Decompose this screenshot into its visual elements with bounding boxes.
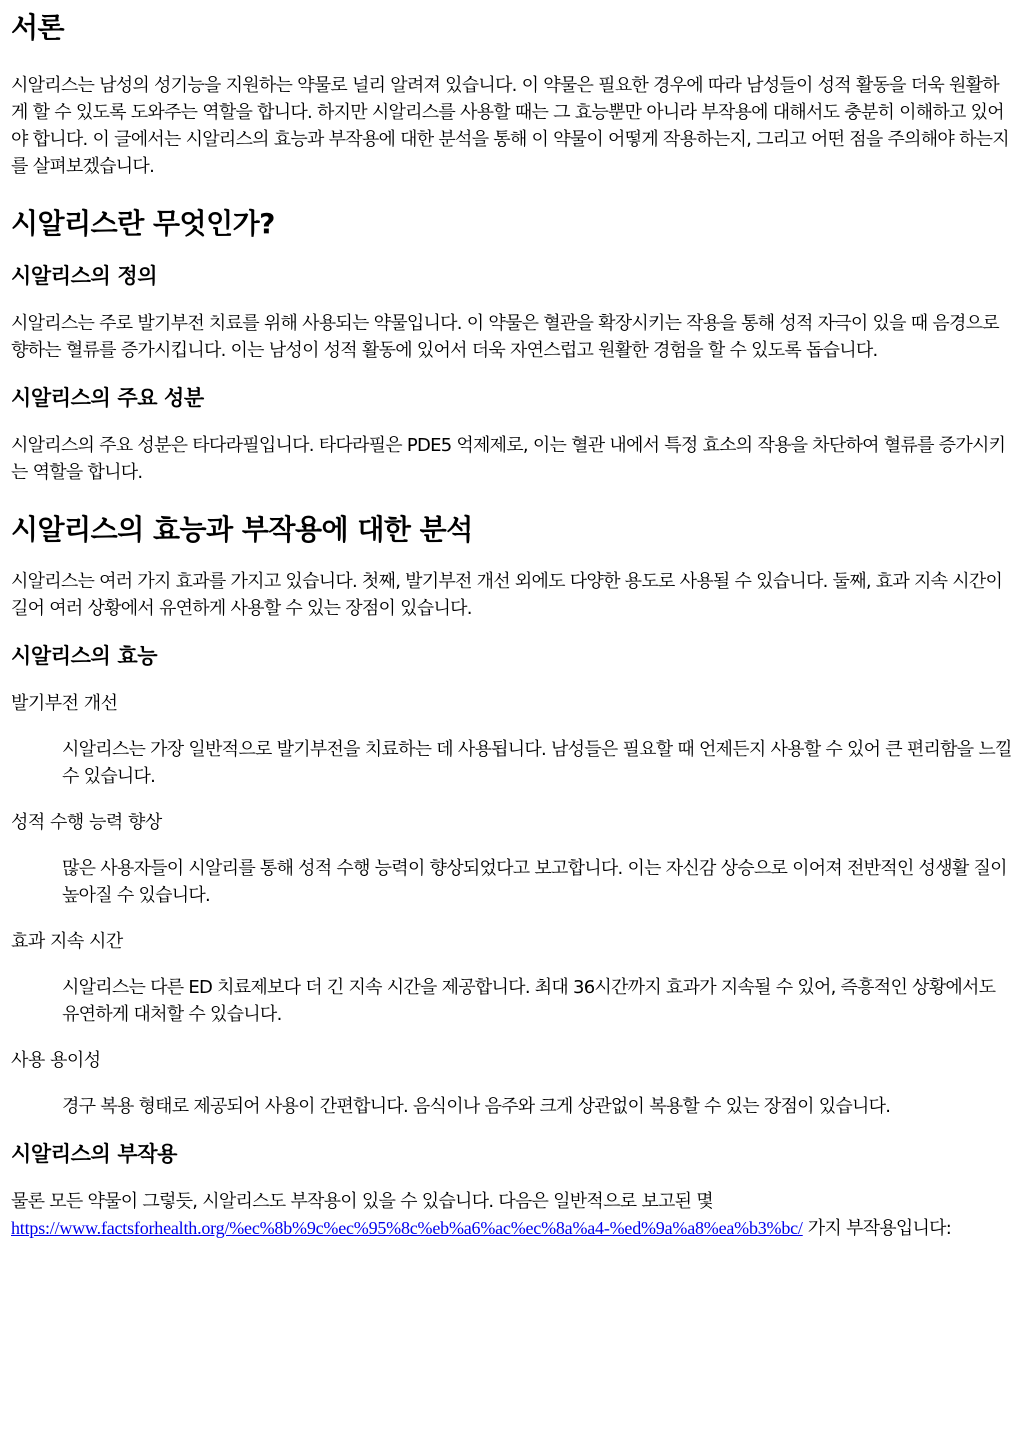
efficacy-desc: 시알리스는 가장 일반적으로 발기부전을 치료하는 데 사용됩니다. 남성들은 필요할 때 언제든지 사용할 수 있어 큰 편리함을 느낄 수 있습니다. — [62, 739, 1012, 787]
what-is-heading: 시알리스란 무엇인가? — [11, 207, 275, 240]
side-effects-text-after: 가지 부작용입니다: — [802, 1218, 952, 1239]
efficacy-list — [11, 690, 1012, 1120]
efficacy-term: 사용 용이성 — [11, 1050, 101, 1071]
definition-heading: 시알리스의 정의 — [11, 264, 158, 288]
efficacy-term: 효과 지속 시간 — [11, 931, 123, 952]
efficacy-term: 발기부전 개선 — [11, 693, 118, 714]
analysis-heading: 시알리스의 효능과 부작용에 대한 분석 — [11, 513, 473, 546]
efficacy-desc: 시알리스는 다른 ED 치료제보다 더 긴 지속 시간을 제공합니다. 최대 36시간까지 효과가 지속될 수 있어, 즉흥적인 상황에서도 유연하게 대처할 수 있습니다. — [62, 977, 996, 1025]
side-effects-heading: 시알리스의 부작용 — [11, 1142, 177, 1166]
ingredient-heading: 시알리스의 주요 성분 — [11, 386, 204, 410]
definition-paragraph: 시알리스는 주로 발기부전 치료를 위해 사용되는 약물입니다. 이 약물은 혈관을 확장시키는 작용을 통해 성적 자극이 있을 때 음경으로 향하는 혈류를 증가시킵니다. 이는 남성이 성적 활동에 있어서 더욱 자연스럽고 원활한 경험을 할 수 있도록 돕습니다. — [11, 313, 999, 361]
intro-paragraph: 시알리스는 남성의 성기능을 지원하는 약물로 널리 알려져 있습니다. 이 약물은 필요한 경우에 따라 남성들이 성적 활동을 더욱 원활하게 할 수 있도록 도와주는 역할을 합니다. 하지만 시알리스를 사용할 때는 그 효능뿐만 아니라 부작용에 대해서도 충분히 이해하고 있어야 합니다. 이 글에서는 시알리스의 효능과 부작용에 대한 분석을 통해 이 약물이 어떻게 작용하는지, 그리고 어떤 점을 주의해야 하는지를 살펴보겠습니다. — [11, 75, 1009, 177]
analysis-paragraph: 시알리스는 여러 가지 효과를 가지고 있습니다. 첫째, 발기부전 개선 외에도 다양한 용도로 사용될 수 있습니다. 둘째, 효과 지속 시간이 길어 여러 상황에서 유연하게 사용할 수 있는 장점이 있습니다. — [11, 571, 1003, 619]
side-effects-paragraph — [11, 1188, 1012, 1242]
side-effects-text-before: 물론 모든 약물이 그렇듯, 시알리스도 부작용이 있을 수 있습니다. 다음은 일반적으로 보고된 몇 — [11, 1191, 713, 1212]
ingredient-paragraph: 시알리스의 주요 성분은 타다라필입니다. 타다라필은 PDE5 억제제로, 이는 혈관 내에서 특정 효소의 작용을 차단하여 혈류를 증가시키는 역할을 합니다. — [11, 435, 1006, 483]
efficacy-heading: 시알리스의 효능 — [11, 644, 158, 668]
intro-heading: 서론 — [11, 11, 65, 44]
efficacy-desc: 경구 복용 형태로 제공되어 사용이 간편합니다. 음식이나 음주와 크게 상관없이 복용할 수 있는 장점이 있습니다. — [62, 1096, 891, 1117]
facts-for-health-link[interactable]: https://www.factsforhealth.org/%ec%8b%9c%ec%95%8c%eb%a6%ac%ec%8a%a4-%ed%9a%a8%ea%b3%bc/ — [11, 1218, 803, 1238]
efficacy-desc: 많은 사용자들이 시알리를 통해 성적 수행 능력이 향상되었다고 보고합니다. 이는 자신감 상승으로 이어져 전반적인 성생활 질이 높아질 수 있습니다. — [62, 858, 1007, 906]
efficacy-term: 성적 수행 능력 향상 — [11, 812, 162, 833]
